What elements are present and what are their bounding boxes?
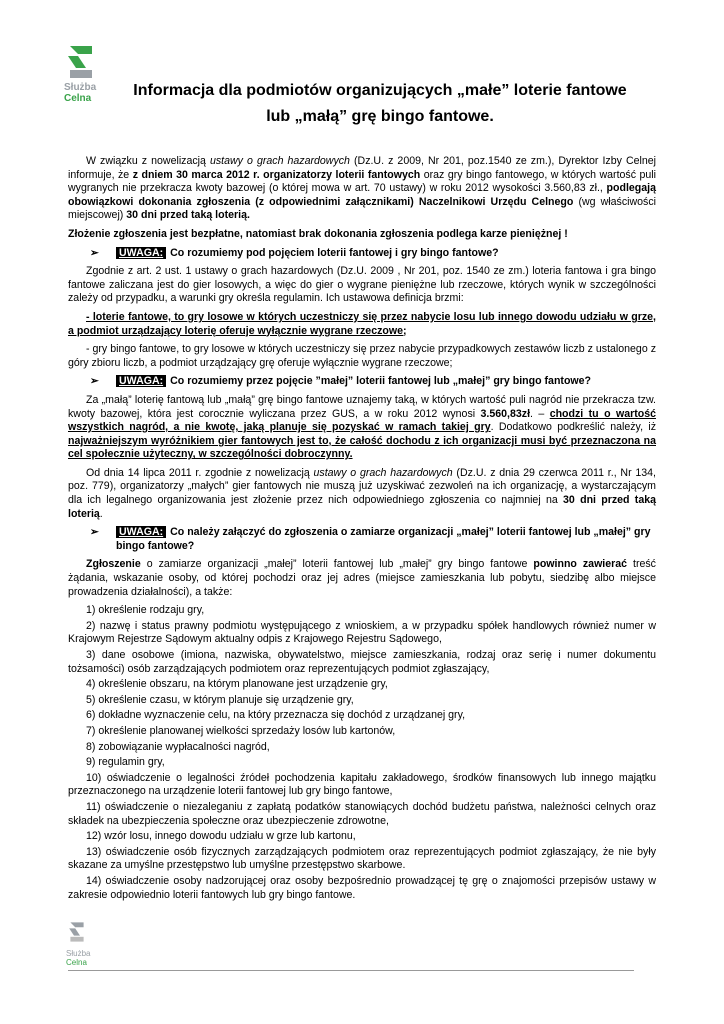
p3-e: . bbox=[99, 507, 103, 520]
list-item: 3) dane osobowe (imiona, nazwiska, obywatelstwo, miejsce zamieszkania, rodzaj oraz serię i numer dokumentu tożsamości) osób zarządzających podmiotem oraz reprezentujących podmiot zgłaszający, bbox=[68, 649, 656, 675]
document-body bbox=[68, 155, 656, 904]
list-item: 14) oświadczenie osoby nadzorującej oraz osoby bezpośrednio prowadzącej tę grę o znajomości przepisów ustawy w zakresie odpowiednio loterii fantowych lub gry bingo fantowe. bbox=[68, 874, 656, 901]
definition-2: - gry bingo fantowe, to gry losowe w których uczestniczy się przez nabycie przypadkowych zestawów liczb z ustalonego z góry zbioru liczb, a podmiot urządzający grę oferuje wyłącznie wygrane rzeczowe; bbox=[68, 343, 656, 369]
p4-c: powinno zawierać bbox=[533, 558, 628, 571]
p4-d: treść żądania, wskazanie osoby, od której pochodzi oraz jej adres (miejsce zamieszkania lub pobytu, siedzibę albo miejsce prowadzenia działalności), a także: bbox=[68, 558, 656, 598]
p2-c: . – bbox=[530, 407, 550, 420]
arrow-bullet-icon: ➢ bbox=[90, 526, 99, 539]
intro-d: z dniem 30 marca 2012 r. organizatorzy loterii fantowych bbox=[132, 168, 421, 181]
p4-b: o zamiarze organizacji „małej” loterii fantowej lub „małej” gry bingo fantowe bbox=[140, 558, 534, 571]
footer-logo-text-1: Służba bbox=[66, 949, 91, 958]
intro-h: 30 dni przed taką loterią. bbox=[126, 209, 250, 222]
question-1-text: Co rozumiemy pod pojęciem loterii fantowej i gry bingo fantowe? bbox=[170, 246, 499, 259]
question-3-text: Co należy załączyć do zgłoszenia o zamiarze organizacji „małej” loterii fantowej lub „małej” gry bingo fantowe? bbox=[116, 526, 651, 552]
p4-a: Zgłoszenie bbox=[86, 558, 141, 571]
definition-1: - loterie fantowe, to gry losowe w których uczestniczy się przez nabycie losu lub innego dowodu udziału w grze, a podmiot urządzający loterię oferuje wyłącznie wygrane rzeczowe; bbox=[68, 310, 656, 337]
title-line-1: Informacja dla podmiotów organizujących „małe” loterie fantowe bbox=[133, 82, 627, 99]
list-item: 11) oświadczenie o niezaleganiu z zapłatą podatków stanowiących dochód budżetu państwa, należności celnych oraz składek na ubezpieczenia społeczne oraz ubezpieczenie zdrowotne, bbox=[68, 800, 656, 827]
requirements-list bbox=[68, 604, 656, 902]
p3-c: (Dz.U. z dnia 29 czerwca 2011 r., Nr 134, poz. 779), organizatorzy „małych” gier fantowych nie muszą już uzyskiwać zezwoleń na ich organizację, a wystarczającym dla ich legalnego organizowania jest złożenie przez nich odpowiedniego zgłoszenia co najmniej na bbox=[68, 466, 656, 507]
list-item: 7) określenie planowanej wielkości sprzedaży losów lub kartonów, bbox=[86, 724, 396, 737]
intro-g: (wg właściwości miejscowej) bbox=[68, 195, 656, 222]
question-2-text: Co rozumiemy przez pojęcie ”małej” loterii fantowej lub „małej” gry bingo fantowe? bbox=[170, 375, 592, 388]
sluzba-celna-logo-icon bbox=[66, 920, 88, 944]
page-title bbox=[110, 78, 650, 130]
p2-f: najważniejszym wyróżnikiem gier fantowych jest to, że całość dochodu z ich organizacji musi być przeznaczona na cel społecznie użyteczny, w szczególności dobroczynny. bbox=[68, 434, 656, 461]
paragraph-1: Zgodnie z art. 2 ust. 1 ustawy o grach hazardowych (Dz.U. 2009 , Nr 201, poz. 1540 ze zm.) loteria fantowa i gra bingo fantowe zaliczana jest do gier losowych, a więc do gier o wygrane pieniężne lub rzeczowe, których wynik w szczególności zależy od przypadku, a warunki gry określa regulamin. Ich ustawowa definicja brzmi: bbox=[68, 265, 656, 305]
p3-a: Od dnia 14 lipca 2011 r. zgodnie z nowelizacją bbox=[86, 466, 314, 479]
paragraph-4 bbox=[68, 558, 656, 599]
list-item: 1) określenie rodzaju gry, bbox=[86, 604, 205, 617]
intro-f: podlegają obowiązkowi dokonania zgłoszenia (z odpowiednimi załącznikami) Naczelnikowi Urzędu Celnego bbox=[68, 182, 656, 208]
list-item: 5) określenie czasu, w którym planuje się urządzenie gry, bbox=[86, 693, 354, 706]
arrow-bullet-icon: ➢ bbox=[90, 375, 99, 388]
list-item: 10) oświadczenie o legalności źródeł pochodzenia kapitału zakładowego, środków finansowych lub innego majątku przeznaczonego na urządzenie loterii fantowej lub gry bingo fantowe, bbox=[68, 771, 656, 798]
list-item: 8) zobowiązanie wypłacalności nagród, bbox=[86, 740, 270, 753]
sluzba-celna-logo-icon bbox=[64, 42, 98, 82]
notice-paragraph: Złożenie zgłoszenia jest bezpłatne, natomiast brak dokonania zgłoszenia podlega karze pieniężnej ! bbox=[68, 227, 568, 240]
p2-a: Za „małą” loterię fantową lub „małą” grę bingo fantowe uznajemy taką, w których wartość puli nagród nie przekracza tzw. kwoty bazowej, która jest corocznie wyliczana przez GUS, a w roku 2012 wynosi bbox=[68, 393, 656, 420]
intro-c: (Dz.U. z 2009, Nr 201, poz.1540 ze zm.), Dyrektor Izby Celnej informuje, że bbox=[68, 155, 657, 181]
p2-d: chodzi tu o wartość wszystkich nagród, a nie kwotę, jaką planuje się pozyskać w ramach takiej gry bbox=[68, 407, 656, 434]
uwaga-badge: UWAGA: bbox=[116, 247, 166, 259]
logo-text-1: Służba bbox=[64, 82, 97, 93]
p3-b: ustawy o grach hazardowych bbox=[313, 466, 453, 479]
list-item: 12) wzór losu, innego dowodu udziału w grze lub kartonu, bbox=[86, 830, 356, 843]
question-2 bbox=[90, 375, 656, 389]
list-item: 4) określenie obszaru, na którym planowane jest urządzenie gry, bbox=[86, 678, 388, 691]
list-item: 2) nazwę i status prawny podmiotu występującego z wnioskiem, a w przypadku spółek handlowych również numer w Krajowym Rejestrze Sądowym aktualny odpis z Krajowego Rejestru Sądowego, bbox=[68, 619, 656, 646]
intro-a: W związku z nowelizacją bbox=[86, 155, 210, 167]
intro-e: oraz gry bingo fantowego, w których wartość puli wygranych nie przekracza kwoty bazowej (o której mowa w art. 70 ustawy) w roku 2012 wysokości 3.560,83 zł., bbox=[68, 168, 656, 195]
p3-d: 30 dni przed taką loterią bbox=[68, 494, 656, 520]
question-1 bbox=[90, 247, 656, 261]
footer-logo-text-2: Celna bbox=[66, 958, 87, 967]
question-3 bbox=[90, 526, 656, 553]
arrow-bullet-icon: ➢ bbox=[90, 246, 99, 259]
list-item: 6) dokładne wyznaczenie celu, na który przeznacza się dochód z urządzanej gry, bbox=[86, 709, 466, 722]
list-item: 9) regulamin gry, bbox=[86, 756, 165, 769]
footer-divider bbox=[68, 970, 634, 971]
logo-text-2: Celna bbox=[64, 93, 92, 104]
intro-b: ustawy o grach hazardowych bbox=[209, 155, 350, 167]
footer-logo bbox=[66, 920, 106, 967]
uwaga-badge: UWAGA: bbox=[116, 526, 166, 538]
p2-b: 3.560,83zł bbox=[480, 407, 531, 420]
paragraph-2 bbox=[68, 394, 656, 462]
title-line-2: lub „małą” grę bingo fantowe. bbox=[266, 108, 494, 125]
paragraph-3 bbox=[68, 467, 656, 521]
list-item: 13) oświadczenie osób fizycznych zarządzających podmiotem oraz reprezentujących podmiot zgłaszający, że nie były skazane za umyślne przestępstwo lub umyślne przestępstwo skarbowe. bbox=[68, 845, 656, 872]
p2-e: . Dodatkowo podkreślić należy, iż bbox=[490, 421, 656, 434]
intro-paragraph bbox=[68, 155, 656, 223]
uwaga-badge: UWAGA: bbox=[116, 375, 166, 387]
